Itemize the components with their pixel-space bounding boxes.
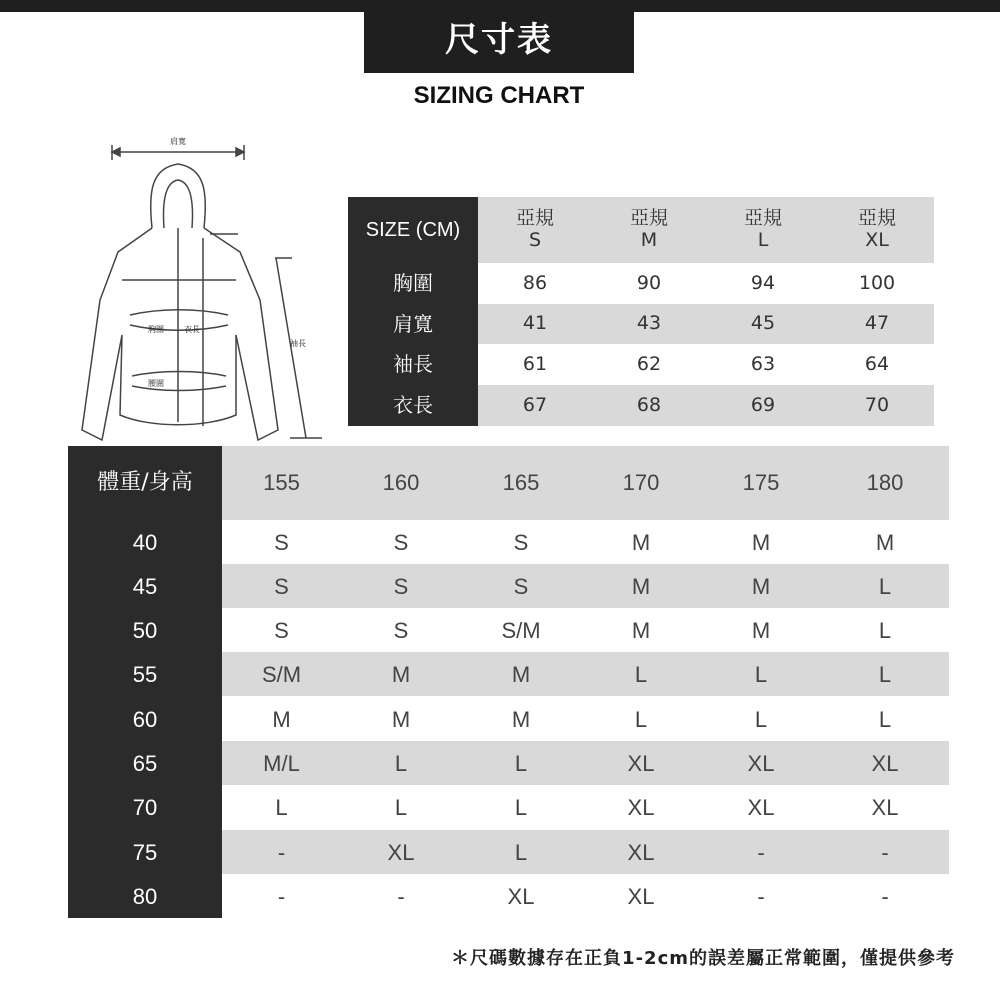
recommended-size: XL	[747, 795, 775, 821]
recommended-size: -	[277, 839, 286, 865]
size-column-header: 亞規 XL	[857, 207, 896, 251]
measurement-label: 衣長	[393, 393, 433, 417]
recommended-size: L	[878, 662, 892, 688]
measurement-value: 62	[636, 352, 662, 375]
measurement-value: 61	[522, 352, 548, 375]
measurement-value: 47	[864, 312, 890, 335]
weight-label: 80	[132, 883, 158, 909]
measurement-value: 94	[750, 271, 776, 294]
weight-label: 50	[132, 618, 158, 644]
recommended-size: L	[514, 795, 528, 821]
recommended-size: M	[391, 706, 411, 732]
size-measurement-table	[348, 197, 934, 426]
recommended-size: -	[881, 883, 889, 909]
recommended-size: M	[875, 529, 895, 555]
height-header: 155	[263, 470, 300, 496]
recommended-size: M	[631, 618, 651, 644]
height-header: 175	[742, 470, 780, 496]
size-column-header: 亞規 L	[743, 207, 782, 251]
recommended-size: XL	[627, 751, 655, 776]
recommended-size: L	[514, 751, 528, 776]
recommended-size: M	[751, 529, 771, 555]
recommended-size: S	[274, 529, 289, 555]
recommended-size: S	[393, 573, 409, 599]
recommended-size: XL	[387, 839, 415, 865]
measurement-value: 67	[522, 393, 548, 416]
recommended-size: XL	[627, 795, 655, 821]
measurement-label: 胸圍	[393, 271, 433, 295]
size-table-header-label: SIZE (CM)	[365, 218, 461, 241]
measurement-value: 70	[864, 393, 890, 416]
diagram-label-chest: 胸圍	[148, 325, 164, 334]
size-column-header: 亞規 M	[629, 207, 668, 251]
recommended-size: -	[277, 883, 286, 909]
measurement-label: 肩寬	[393, 311, 433, 336]
measurement-value: 64	[864, 352, 890, 375]
diagram-label-sleeve: 袖長	[290, 339, 306, 348]
recommended-size: -	[397, 883, 405, 909]
recommended-size: S/M	[261, 662, 302, 688]
recommended-size: L	[878, 618, 892, 644]
recommended-size: S	[393, 529, 409, 555]
recommended-size: M	[751, 618, 771, 644]
page-subtitle: SIZING CHART	[413, 82, 585, 109]
measurement-value: 86	[522, 271, 548, 294]
height-header: 170	[622, 470, 660, 496]
measurement-value: 45	[750, 312, 776, 335]
measurement-value: 69	[750, 393, 776, 416]
weight-label: 60	[132, 706, 158, 732]
weight-label: 55	[132, 662, 158, 688]
recommended-size: M	[511, 662, 531, 688]
recommended-size: L	[754, 662, 768, 688]
recommended-size: S/M	[501, 618, 541, 644]
weight-label: 45	[132, 573, 158, 599]
jacket-diagram	[60, 130, 350, 450]
diagram-label-length: 衣長	[184, 325, 200, 334]
measurement-value: 68	[636, 393, 662, 416]
recommended-size: L	[514, 839, 528, 865]
measurement-label: 袖長	[393, 352, 433, 376]
recommended-size: XL	[871, 751, 899, 776]
recommended-size: -	[757, 883, 765, 909]
recommended-size: M	[631, 529, 651, 555]
recommended-size: L	[394, 795, 408, 821]
recommended-size: S	[274, 573, 289, 599]
recommended-size: M	[631, 573, 651, 599]
diagram-label-waist: 腰圍	[148, 379, 164, 388]
recommended-size: L	[634, 706, 648, 732]
recommended-size: M/L	[263, 751, 300, 776]
footnote: ＊尺碼數據存在正負1-2cm的誤差屬正常範圍，僅提供參考	[451, 948, 955, 969]
weight-label: 40	[132, 529, 158, 555]
recommended-size: L	[878, 573, 892, 599]
recommended-size: XL	[627, 883, 655, 909]
height-header: 165	[502, 470, 540, 496]
recommended-size: M	[751, 573, 771, 599]
weight-label: 65	[132, 751, 158, 776]
recommended-size: S	[393, 618, 409, 644]
recommended-size: S	[513, 529, 529, 555]
measurement-value: 63	[750, 352, 776, 375]
height-header: 180	[866, 470, 904, 496]
height-header: 160	[382, 470, 420, 496]
recommended-size: M	[511, 706, 531, 732]
recommended-size: XL	[871, 795, 899, 821]
fit-table	[68, 446, 949, 918]
measurement-value: 43	[636, 312, 662, 335]
recommended-size: XL	[627, 839, 655, 865]
weight-label: 70	[132, 795, 158, 821]
measurement-value: 90	[636, 271, 662, 294]
weight-label: 75	[132, 839, 158, 865]
fit-table-corner-label: 體重/身高	[97, 470, 193, 496]
recommended-size: L	[275, 795, 288, 821]
recommended-size: S	[513, 573, 529, 599]
measurement-value: 41	[522, 312, 548, 335]
recommended-size: L	[754, 706, 768, 732]
recommended-size: XL	[747, 751, 775, 776]
recommended-size: -	[757, 839, 765, 865]
recommended-size: M	[391, 662, 411, 688]
recommended-size: L	[634, 662, 648, 688]
recommended-size: XL	[507, 883, 535, 909]
recommended-size: M	[272, 706, 291, 732]
measurement-value: 100	[858, 271, 896, 294]
diagram-label-shoulder: 肩寬	[170, 137, 186, 146]
recommended-size: L	[394, 751, 408, 776]
recommended-size: S	[274, 618, 289, 644]
size-column-header: 亞規 S	[515, 207, 554, 251]
recommended-size: -	[881, 839, 889, 865]
page-title: 尺寸表	[364, 0, 634, 73]
recommended-size: L	[878, 706, 892, 732]
